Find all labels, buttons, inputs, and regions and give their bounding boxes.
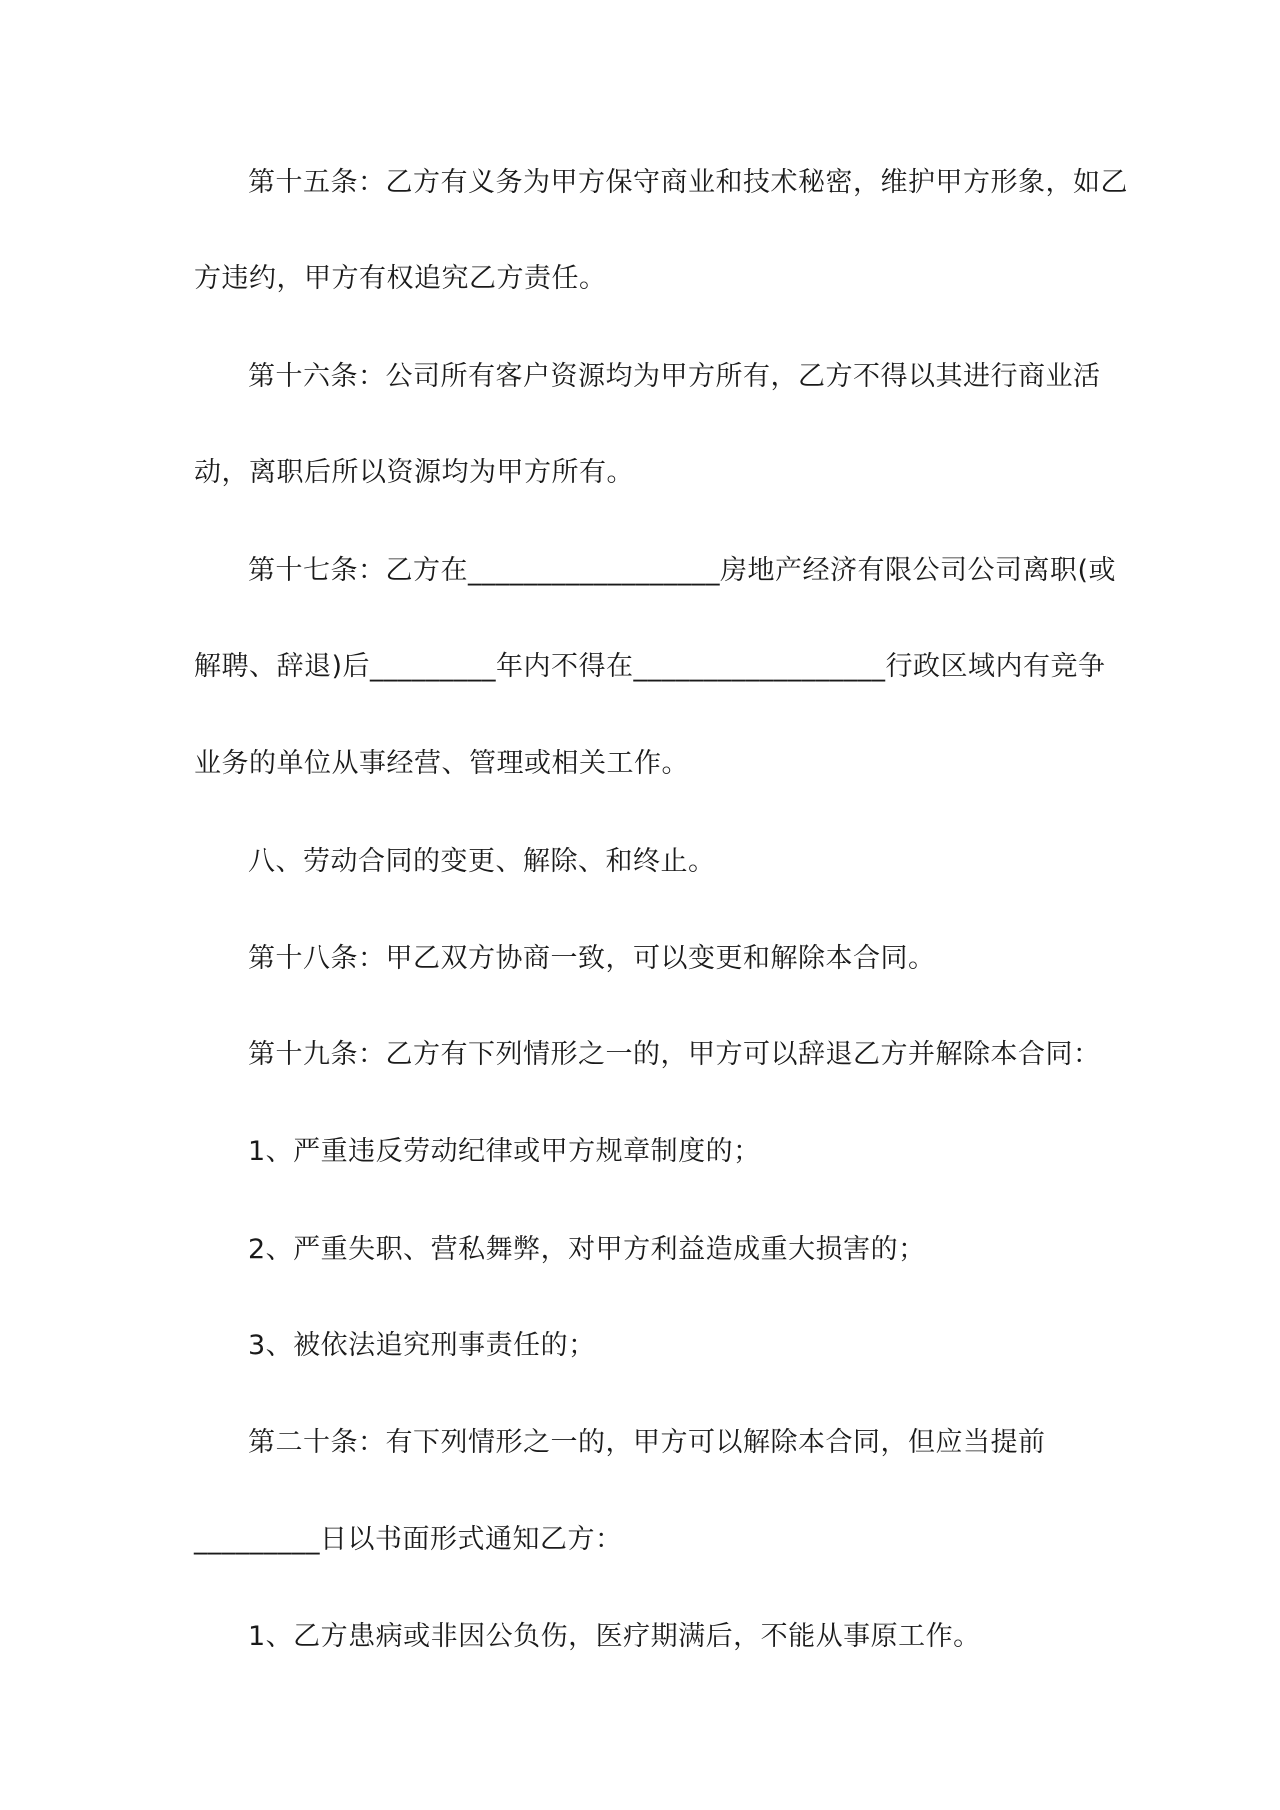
- article-16-line-2: 动，离职后所以资源均为甲方所有。: [194, 457, 634, 488]
- article-16-line-1: 第十六条：公司所有客户资源均为甲方所有，乙方不得以其进行商业活: [248, 361, 1101, 392]
- article-15-line-1: 第十五条：乙方有义务为甲方保守商业和技术秘密，维护甲方形象，如乙: [248, 167, 1128, 198]
- article-20-line-1: 第二十条：有下列情形之一的，甲方可以解除本合同，但应当提前: [248, 1427, 1046, 1458]
- article-18-line: 第十八条：甲乙双方协商一致，可以变更和解除本合同。: [248, 943, 936, 974]
- article-20-line-2: _________日以书面形式通知乙方：: [194, 1524, 623, 1555]
- article-19-item-1: 1、严重违反劳动纪律或甲方规章制度的；: [248, 1136, 761, 1167]
- section-8-heading: 八、劳动合同的变更、解除、和终止。: [248, 846, 716, 877]
- article-17-line-2: 解聘、辞退)后_________年内不得在__________________行政区域内有竞争: [194, 651, 1106, 682]
- article-17-line-3: 业务的单位从事经营、管理或相关工作。: [194, 748, 689, 779]
- article-20-item-1: 1、乙方患病或非因公负伤，医疗期满后，不能从事原工作。: [248, 1621, 981, 1652]
- article-17-line-1: 第十七条：乙方在__________________房地产经济有限公司公司离职(或: [248, 555, 1117, 586]
- article-19-line: 第十九条：乙方有下列情形之一的，甲方可以辞退乙方并解除本合同：: [248, 1039, 1101, 1070]
- article-19-item-3: 3、被依法追究刑事责任的；: [248, 1330, 596, 1361]
- article-15-line-2: 方违约，甲方有权追究乙方责任。: [194, 263, 607, 294]
- article-19-item-2: 2、严重失职、营私舞弊，对甲方利益造成重大损害的；: [248, 1234, 926, 1265]
